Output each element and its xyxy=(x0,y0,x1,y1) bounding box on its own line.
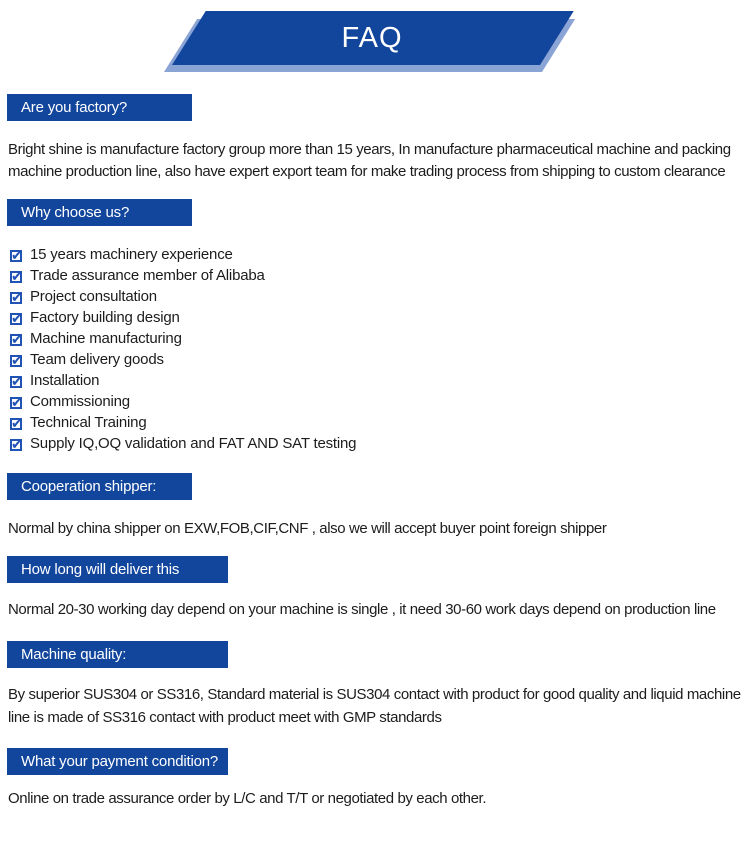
faq-banner xyxy=(172,11,574,65)
check-mark: ✔ xyxy=(11,436,23,453)
checklist-item-label: Factory building design xyxy=(30,309,180,326)
checklist-item xyxy=(10,244,356,265)
section-heading-payment-condition: What your payment condition? xyxy=(7,748,228,775)
section-heading-machine-quality: Machine quality: xyxy=(7,641,228,668)
section-heading-why-choose-us: Why choose us? xyxy=(7,199,192,226)
checkbox-checked-icon xyxy=(10,436,26,452)
checklist-item-label: Project consultation xyxy=(30,288,157,305)
checkbox-checked-icon xyxy=(10,289,26,305)
checkbox-checked-icon xyxy=(10,247,26,263)
checklist-item xyxy=(10,412,356,433)
section-heading-cooperation-shipper: Cooperation shipper: xyxy=(7,473,192,500)
paragraph-delivery-time: Normal 20-30 working day depend on your machine is single , it need 30-60 work days depend on production line xyxy=(8,601,716,618)
why-choose-us-checklist xyxy=(10,244,356,454)
checklist-item-label: 15 years machinery experience xyxy=(30,246,233,263)
section-heading-are-you-factory: Are you factory? xyxy=(7,94,192,121)
check-mark: ✔ xyxy=(11,247,23,264)
check-mark: ✔ xyxy=(11,373,23,390)
checklist-item-label: Commissioning xyxy=(30,393,130,410)
checklist-item xyxy=(10,391,356,412)
checklist-item xyxy=(10,265,356,286)
checkbox-checked-icon xyxy=(10,310,26,326)
checklist-item-label: Supply IQ,OQ validation and FAT AND SAT testing xyxy=(30,435,357,452)
check-mark: ✔ xyxy=(11,352,23,369)
checkbox-checked-icon xyxy=(10,373,26,389)
paragraph-payment-condition: Online on trade assurance order by L/C and T/T or negotiated by each other. xyxy=(8,790,487,807)
checklist-item xyxy=(10,349,356,370)
checklist-item xyxy=(10,433,356,454)
paragraph-machine-quality: By superior SUS304 or SS316, Standard material is SUS304 contact with product for good quality and liquid machine line is made of SS316 contact with product meet with GMP standards xyxy=(8,686,741,726)
check-mark: ✔ xyxy=(11,289,23,306)
checklist-item xyxy=(10,328,356,349)
check-mark: ✔ xyxy=(11,310,23,327)
checkbox-checked-icon xyxy=(10,352,26,368)
check-mark: ✔ xyxy=(11,331,23,348)
section-heading-delivery-time: How long will deliver this goods? xyxy=(7,556,228,583)
paragraph-cooperation-shipper: Normal by china shipper on EXW,FOB,CIF,CNF , also we will accept buyer point foreign shipper xyxy=(8,520,607,537)
checklist-item xyxy=(10,286,356,307)
checklist-item xyxy=(10,307,356,328)
checklist-item xyxy=(10,370,356,391)
checklist-item-label: Technical Training xyxy=(30,414,147,431)
checklist-item-label: Installation xyxy=(30,372,100,389)
paragraph-are-you-factory: Bright shine is manufacture factory group more than 15 years, In manufacture pharmaceutical machine and packing machine production line, also have expert export team for make trading process from shipping to custom clearance xyxy=(8,141,731,180)
checkbox-checked-icon xyxy=(10,268,26,284)
checklist-item-label: Team delivery goods xyxy=(30,351,164,368)
check-mark: ✔ xyxy=(11,394,23,411)
check-mark: ✔ xyxy=(11,415,23,432)
faq-banner-title: FAQ xyxy=(342,21,404,54)
checkbox-checked-icon xyxy=(10,394,26,410)
checklist-item-label: Trade assurance member of Alibaba xyxy=(30,267,265,284)
checkbox-checked-icon xyxy=(10,415,26,431)
checkbox-checked-icon xyxy=(10,331,26,347)
checklist-item-label: Machine manufacturing xyxy=(30,330,182,347)
check-mark: ✔ xyxy=(11,268,23,285)
